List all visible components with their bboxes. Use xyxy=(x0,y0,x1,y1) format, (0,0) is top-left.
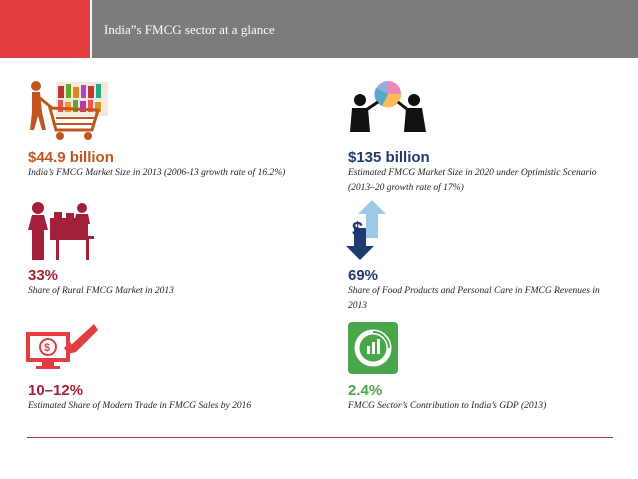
svg-text:$: $ xyxy=(352,219,364,241)
stat-value: $44.9 billion xyxy=(28,149,114,166)
stat-description: Estimated Share of Modern Trade in FMCG Sales by 2016 xyxy=(28,401,252,411)
stat-description: FMCG Sector’s Contribution to India’s GDP (2013) xyxy=(348,401,547,411)
svg-text:$: $ xyxy=(44,342,51,354)
stat-value: 69% xyxy=(348,267,379,284)
stat-value: 10–12% xyxy=(28,382,84,399)
dollar-growth-arrows-icon xyxy=(346,198,388,262)
stat-value: 33% xyxy=(28,267,59,284)
page-title: India”s FMCG sector at a glance xyxy=(104,22,275,37)
stat-description: Share of Food Products and Personal Care in FMCG Revenues in 2013 xyxy=(348,286,600,311)
stat-description: India’s FMCG Market Size in 2013 (2006-13 growth rate of 16.2%) xyxy=(28,168,286,178)
shopping-cart-icon xyxy=(26,78,108,144)
stat-description: Estimated FMCG Market Size in 2020 under Optimistic Scenario (2013–20 growth rate of 17%) xyxy=(348,168,597,193)
rural-shop-icon xyxy=(26,200,96,262)
header-title-bar xyxy=(90,0,638,58)
header-divider xyxy=(90,0,92,58)
header-bar xyxy=(0,0,638,58)
business-meeting-pie-chart-icon xyxy=(348,80,428,132)
stat-value: $135 billion xyxy=(348,149,430,166)
gdp-donut-chart-icon xyxy=(348,322,398,374)
header-accent-block xyxy=(0,0,90,58)
stat-description: Share of Rural FMCG Market in 2013 xyxy=(28,286,174,296)
bottom-divider xyxy=(27,437,613,438)
online-shopping-icon xyxy=(24,322,98,372)
stat-value: 2.4% xyxy=(348,382,383,399)
